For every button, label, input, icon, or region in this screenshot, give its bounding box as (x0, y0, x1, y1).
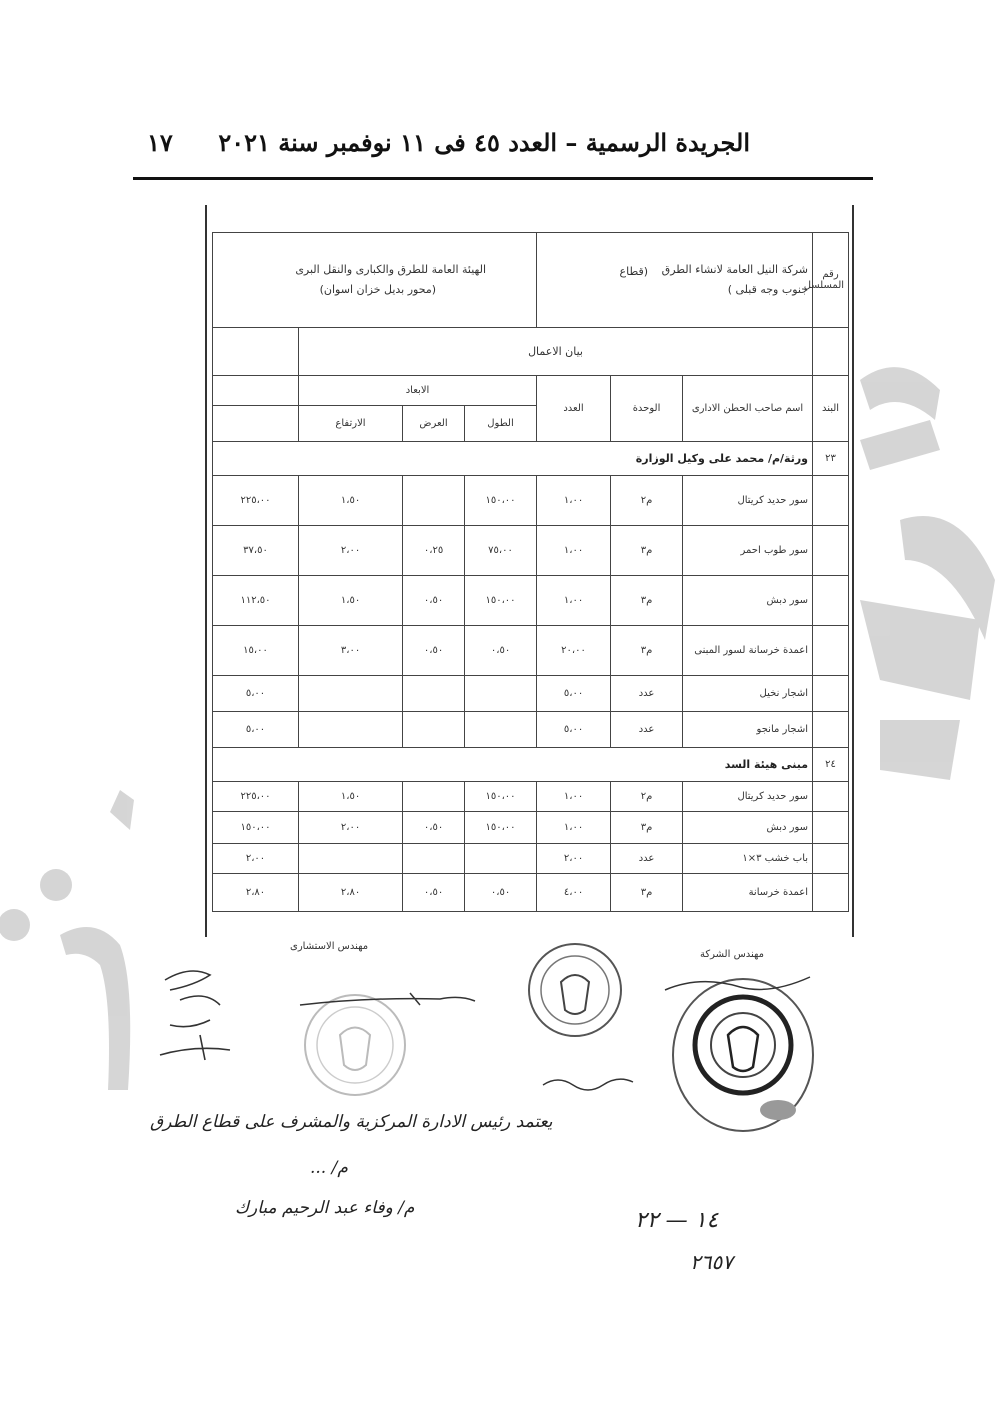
item-total: ٢،٠٠ (213, 844, 299, 874)
item-height: ٢،٠٠ (299, 526, 403, 576)
item-name: سور دبش (683, 576, 813, 626)
item-total: ٥،٠٠ (213, 712, 299, 748)
item-name: باب خشب ٣×١ (683, 844, 813, 874)
item-length: ١٥٠،٠٠ (465, 782, 537, 812)
date-line-1: ١٤ — ٢٢ (635, 1208, 719, 1233)
item-length: ١٥٠،٠٠ (465, 812, 537, 844)
item-count: ١،٠٠ (537, 476, 611, 526)
item-count: ٢٠،٠٠ (537, 626, 611, 676)
item-count: ٢،٠٠ (537, 844, 611, 874)
col-count: العدد (537, 376, 611, 442)
company-engineer-label: مهندس الشركة (700, 949, 765, 960)
item-total: ١٥٠،٠٠ (213, 812, 299, 844)
sector-label: (قطاع (619, 265, 649, 278)
col-unit: الوحدة (611, 376, 683, 442)
item-count: ٥،٠٠ (537, 676, 611, 712)
item-name: اشجار نخيل (683, 676, 813, 712)
item-height: ٢،٨٠ (299, 874, 403, 912)
item-unit: عدد (611, 676, 683, 712)
item-length: ٧٥،٠٠ (465, 526, 537, 576)
item-count: ١،٠٠ (537, 812, 611, 844)
item-width: ٠،٢٥ (403, 526, 465, 576)
item-name: سور حديد كريتال (683, 476, 813, 526)
item-total: ٣٧،٥٠ (213, 526, 299, 576)
stamp-seal-ministry (525, 940, 625, 1040)
consultant-label: مهندس الاستشارى (290, 941, 369, 952)
item-name: سور حديد كريتال (683, 782, 813, 812)
item-unit: عدد (611, 844, 683, 874)
item-total: ٢٢٥،٠٠ (213, 476, 299, 526)
item-unit: م٣ (611, 874, 683, 912)
group-title: مبنى هيئة السد (213, 748, 813, 782)
authority-line-2: (محور بديل خزان اسوان) (319, 283, 437, 296)
works-statement: بيان الاعمال (299, 328, 813, 376)
col-height: الارتفاع (299, 406, 403, 442)
date-line-2: ٢٦٥٧ (690, 1250, 733, 1274)
item-count: ٥،٠٠ (537, 712, 611, 748)
group-number: ٢٤ (813, 748, 849, 782)
item-length: ١٥٠،٠٠ (465, 476, 537, 526)
approval-name-line-1: م/ ... (310, 1158, 348, 1178)
item-length: ١٥٠،٠٠ (465, 576, 537, 626)
item-height: ١،٥٠ (299, 476, 403, 526)
company-line-2: جنوب وجه قبلى ) (727, 283, 809, 296)
page-number: ١٧ (147, 128, 173, 157)
item-unit: م٢ (611, 476, 683, 526)
item-name: سور دبش (683, 812, 813, 844)
company-line-1: شركة النيل العامة لانشاء الطرق (661, 263, 809, 276)
item-name: اشجار مانجو (683, 712, 813, 748)
item-unit: م٢ (611, 782, 683, 812)
item-height: ٢،٠٠ (299, 812, 403, 844)
handwritten-signature-consultant (290, 985, 490, 1025)
item-total: ٢،٨٠ (213, 874, 299, 912)
item-width: ٠،٥٠ (403, 626, 465, 676)
item-count: ١،٠٠ (537, 782, 611, 812)
item-height: ١،٥٠ (299, 782, 403, 812)
handwritten-initials (150, 960, 250, 1070)
handwritten-signature-company (660, 965, 820, 1005)
item-width: ٠،٥٠ (403, 874, 465, 912)
item-name: سور طوب احمر (683, 526, 813, 576)
item-height: ١،٥٠ (299, 576, 403, 626)
item-unit: م٣ (611, 526, 683, 576)
item-width: ٠،٥٠ (403, 812, 465, 844)
col-dimensions: الابعاد (299, 376, 537, 406)
item-count: ٤،٠٠ (537, 874, 611, 912)
gazette-title: الجريدة الرسمية – العدد ٤٥ فى ١١ نوفمبر سنة ٢٠٢١ (218, 128, 750, 157)
approval-line: يعتمد رئيس الادارة المركزية والمشرف على قطاع الطرق (150, 1112, 553, 1132)
item-count: ١،٠٠ (537, 526, 611, 576)
item-name: اعمدة خرسانة (683, 874, 813, 912)
col-owner: اسم صاحب الحطن الادارى (683, 376, 813, 442)
item-total: ٥،٠٠ (213, 676, 299, 712)
item-name: اعمدة خرسانة لسور المبنى (683, 626, 813, 676)
col-item: البند (813, 376, 849, 442)
item-unit: م٣ (611, 812, 683, 844)
col-length: الطول (465, 406, 537, 442)
item-width: ٠،٥٠ (403, 576, 465, 626)
item-unit: م٣ (611, 576, 683, 626)
item-length: ٠،٥٠ (465, 874, 537, 912)
item-total: ١١٢،٥٠ (213, 576, 299, 626)
group-number: ٢٣ (813, 442, 849, 476)
item-total: ١٥،٠٠ (213, 626, 299, 676)
approval-name-line-2: م/ وفاء عبد الرحيم مبارك (235, 1198, 415, 1218)
group-title: ورثة/م/ محمد على وكيل الوزارة (213, 442, 813, 476)
handwritten-date-note (538, 1070, 638, 1100)
item-count: ١،٠٠ (537, 576, 611, 626)
item-total: ٢٢٥،٠٠ (213, 782, 299, 812)
col-width: العرض (403, 406, 465, 442)
item-unit: عدد (611, 712, 683, 748)
item-length: ٠،٥٠ (465, 626, 537, 676)
item-height: ٣،٠٠ (299, 626, 403, 676)
serial-label: رقم المسلسل (813, 233, 849, 328)
item-unit: م٣ (611, 626, 683, 676)
authority-line-1: الهيئة العامة للطرق والكبارى والنقل البرى (295, 263, 487, 276)
